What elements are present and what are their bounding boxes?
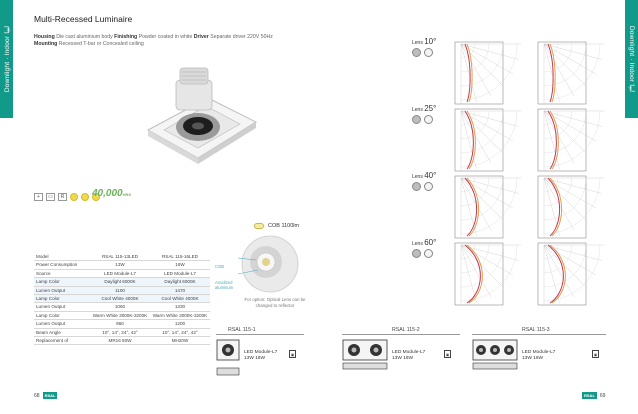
spec-row: [34, 328, 210, 336]
life-unit: HRS: [122, 192, 132, 197]
page-title: Multi-Recessed Luminaire: [34, 14, 133, 24]
polar-frame: [455, 243, 503, 305]
lens-1-dots: [412, 48, 433, 57]
spec-header-model: Model: [34, 253, 90, 261]
certification-icons: [34, 193, 100, 201]
spec-header-b: RSAL 115-16LED: [150, 253, 210, 261]
lens-4-angle: 60°: [424, 238, 437, 247]
model-3-drawing: [472, 338, 518, 370]
polar-chart-svg: [447, 237, 521, 313]
lens-3-angle: 40°: [424, 171, 437, 180]
spec-value-b: 16W: [150, 261, 210, 269]
product-photo: [140, 60, 260, 176]
lens-tag-2: [412, 104, 436, 113]
spec-row: [34, 261, 210, 269]
lens-2-dots: [412, 115, 433, 124]
side-tab-left: [0, 0, 13, 118]
cob-callout: COB: [215, 264, 225, 269]
mounting-label: Mounting: [34, 41, 58, 47]
spec-row-label: Beam Angle: [34, 328, 90, 336]
polar-chart-svg: [530, 170, 604, 246]
spec-row: [34, 286, 210, 294]
polar-frame: [455, 42, 503, 104]
model-2-module-text: LED Module-L7: [392, 350, 426, 355]
polar-chart-svg: [530, 36, 604, 112]
model-1-name: RSAL 115-1: [228, 327, 256, 333]
spec-row: [34, 320, 210, 328]
spec-row: [34, 278, 210, 286]
polar-frame: [455, 109, 503, 171]
polar-frame: [538, 243, 586, 305]
lamp-icon-2: [81, 193, 89, 201]
spec-row-label: Lumen Output: [34, 320, 90, 328]
spec-value-a: 1060: [90, 303, 150, 311]
polar-frame: [538, 42, 586, 104]
model-3-watt: 13W 16W: [522, 356, 544, 361]
spec-row-label: Replacement of: [34, 337, 90, 345]
brand-logo-right: RSAL: [584, 393, 595, 398]
lens-dot: [412, 249, 421, 258]
model-2-rule: [342, 334, 460, 335]
polar-chart: [530, 36, 604, 112]
life-value: 40,000: [92, 188, 123, 199]
spec-header-a: RSAL 115-13LED: [90, 253, 150, 261]
spec-value-b: Warm White 3000K-3200K: [150, 311, 210, 319]
spec-table: [34, 253, 210, 345]
lens-4-label: Lens: [412, 241, 423, 247]
plus-icon: +: [34, 193, 43, 201]
lens-1-angle: 10°: [424, 37, 437, 46]
spec-row-label: Lumen Output: [34, 286, 90, 294]
product-description: [34, 34, 296, 48]
spec-row-label: Lamp Color: [34, 278, 90, 286]
spec-row: [34, 311, 210, 319]
lens-tag-4: [412, 238, 436, 247]
spec-value-b: MH20W: [150, 337, 210, 345]
lens-dot: [424, 48, 433, 57]
spec-row: [34, 337, 210, 345]
lens-2-angle: 25°: [424, 104, 437, 113]
lens-dot: [424, 115, 433, 124]
housing-label: Housing: [34, 34, 55, 40]
lens-dot: [424, 182, 433, 191]
lens-dot: [412, 182, 421, 191]
model-2-lamp-icon: ▣: [444, 350, 451, 358]
model-3-lamp-icon: ▣: [592, 350, 599, 358]
side-tab-right-text: Downlight · Indoor لیپا: [627, 25, 635, 93]
spec-value-a: 960: [90, 320, 150, 328]
spec-row-label: Lamp Color: [34, 295, 90, 303]
model-1-module-text: LED Module-L7: [244, 350, 278, 355]
anodized-callout: Anodized aluminum: [215, 280, 234, 290]
model-3-module: [522, 350, 555, 362]
lens-1-label: Lens: [412, 40, 423, 46]
spec-header-row: [34, 253, 210, 261]
spec-value-a: MR16 50W: [90, 337, 150, 345]
spec-value-a: 13W: [90, 261, 150, 269]
spec-row-label: Lamp Color: [34, 311, 90, 319]
lamp-icon-1: [70, 193, 78, 201]
driver-value: Separate driver 220V 50Hz: [210, 34, 273, 40]
lens-tag-1: [412, 37, 436, 46]
page-right: 69: [599, 392, 606, 399]
cob-icon: [254, 223, 264, 229]
mounting-value: Recessed T-bar or Concealed ceiling: [58, 41, 144, 47]
spec-value-b: 10°, 14°, 24°, 42°: [150, 328, 210, 336]
spec-value-a: 1100: [90, 286, 150, 294]
spec-value-b: Cool White 4000K: [150, 295, 210, 303]
spec-value-a: 10°, 14°, 24°, 42°: [90, 328, 150, 336]
driver-label: Driver: [193, 34, 209, 40]
cob-label: [254, 223, 299, 229]
polar-chart: [530, 170, 604, 246]
housing-value: Die cast aluminium body: [56, 34, 113, 40]
polar-frame: [538, 109, 586, 171]
spec-row-label: Lumen Output: [34, 303, 90, 311]
polar-chart-svg: [530, 103, 604, 179]
lens-3-label: Lens: [412, 174, 423, 180]
cob-text: COB 1100lm: [268, 223, 300, 229]
polar-chart: [447, 237, 521, 313]
polar-chart-svg: [447, 170, 521, 246]
polar-chart-svg: [530, 237, 604, 313]
model-2-name: RSAL 115-2: [392, 327, 420, 333]
model-1-module: [244, 350, 277, 362]
finishing-label: Finishing: [114, 34, 138, 40]
lens-4-dots: [412, 249, 433, 258]
spec-value-b: LED Module-L7: [150, 269, 210, 277]
spec-row-label: Power Consumption: [34, 261, 90, 269]
model-1-drawing: [216, 338, 240, 378]
spec-row: [34, 269, 210, 277]
spec-value-a: Daylight 6000K: [90, 278, 150, 286]
spec-value-a: Warm White 3000K-3200K: [90, 311, 150, 319]
lens-dot: [424, 249, 433, 258]
lens-dot: [412, 48, 421, 57]
model-1-watt: 13W 16W: [244, 356, 266, 361]
model-3-rule: [472, 334, 606, 335]
model-2-module: [392, 350, 425, 362]
spec-value-b: 1330: [150, 303, 210, 311]
model-2-drawing: [342, 338, 388, 370]
spec-row: [34, 303, 210, 311]
model-2-watt: 13W 16W: [392, 356, 414, 361]
model-1-lamp-icon: ▣: [289, 350, 296, 358]
life-badge: [92, 188, 131, 199]
brand-logo-left: RSAL: [44, 393, 56, 398]
page-number-left: [34, 392, 57, 399]
lens-detail-photo: [236, 234, 304, 294]
lens-dot: [412, 115, 421, 124]
lens-3-dots: [412, 182, 433, 191]
polar-chart: [530, 103, 604, 179]
polar-chart: [447, 170, 521, 246]
spec-value-b: Daylight 6000K: [150, 278, 210, 286]
polar-chart: [530, 237, 604, 313]
spec-row: [34, 295, 210, 303]
page-left: 68: [34, 392, 40, 399]
spec-value-a: LED Module-L7: [90, 269, 150, 277]
lens-2-label: Lens: [412, 107, 423, 113]
polar-chart-svg: [447, 103, 521, 179]
spec-value-a: Cool White 4000K: [90, 295, 150, 303]
finishing-value: Powder coated in white: [138, 34, 193, 40]
polar-chart: [447, 36, 521, 112]
polar-chart: [447, 103, 521, 179]
spec-row-label: Source: [34, 269, 90, 277]
box-icon: ▭: [46, 193, 55, 201]
lens-tag-3: [412, 171, 436, 180]
spec-value-b: 1200: [150, 320, 210, 328]
page-number-right: [582, 392, 605, 399]
lens-note: For option: Optical Lens can be changed to reflector: [244, 297, 306, 308]
model-1-rule: [216, 334, 304, 335]
side-tab-left-text: Downlight · Indoor لیپا: [3, 25, 11, 93]
rohs-icon: R: [58, 193, 67, 201]
side-tab-right: [625, 0, 638, 118]
polar-chart-svg: [447, 36, 521, 112]
model-3-module-text: LED Module-L7: [522, 350, 556, 355]
spec-value-b: 1470: [150, 286, 210, 294]
model-3-name: RSAL 115-3: [522, 327, 550, 333]
